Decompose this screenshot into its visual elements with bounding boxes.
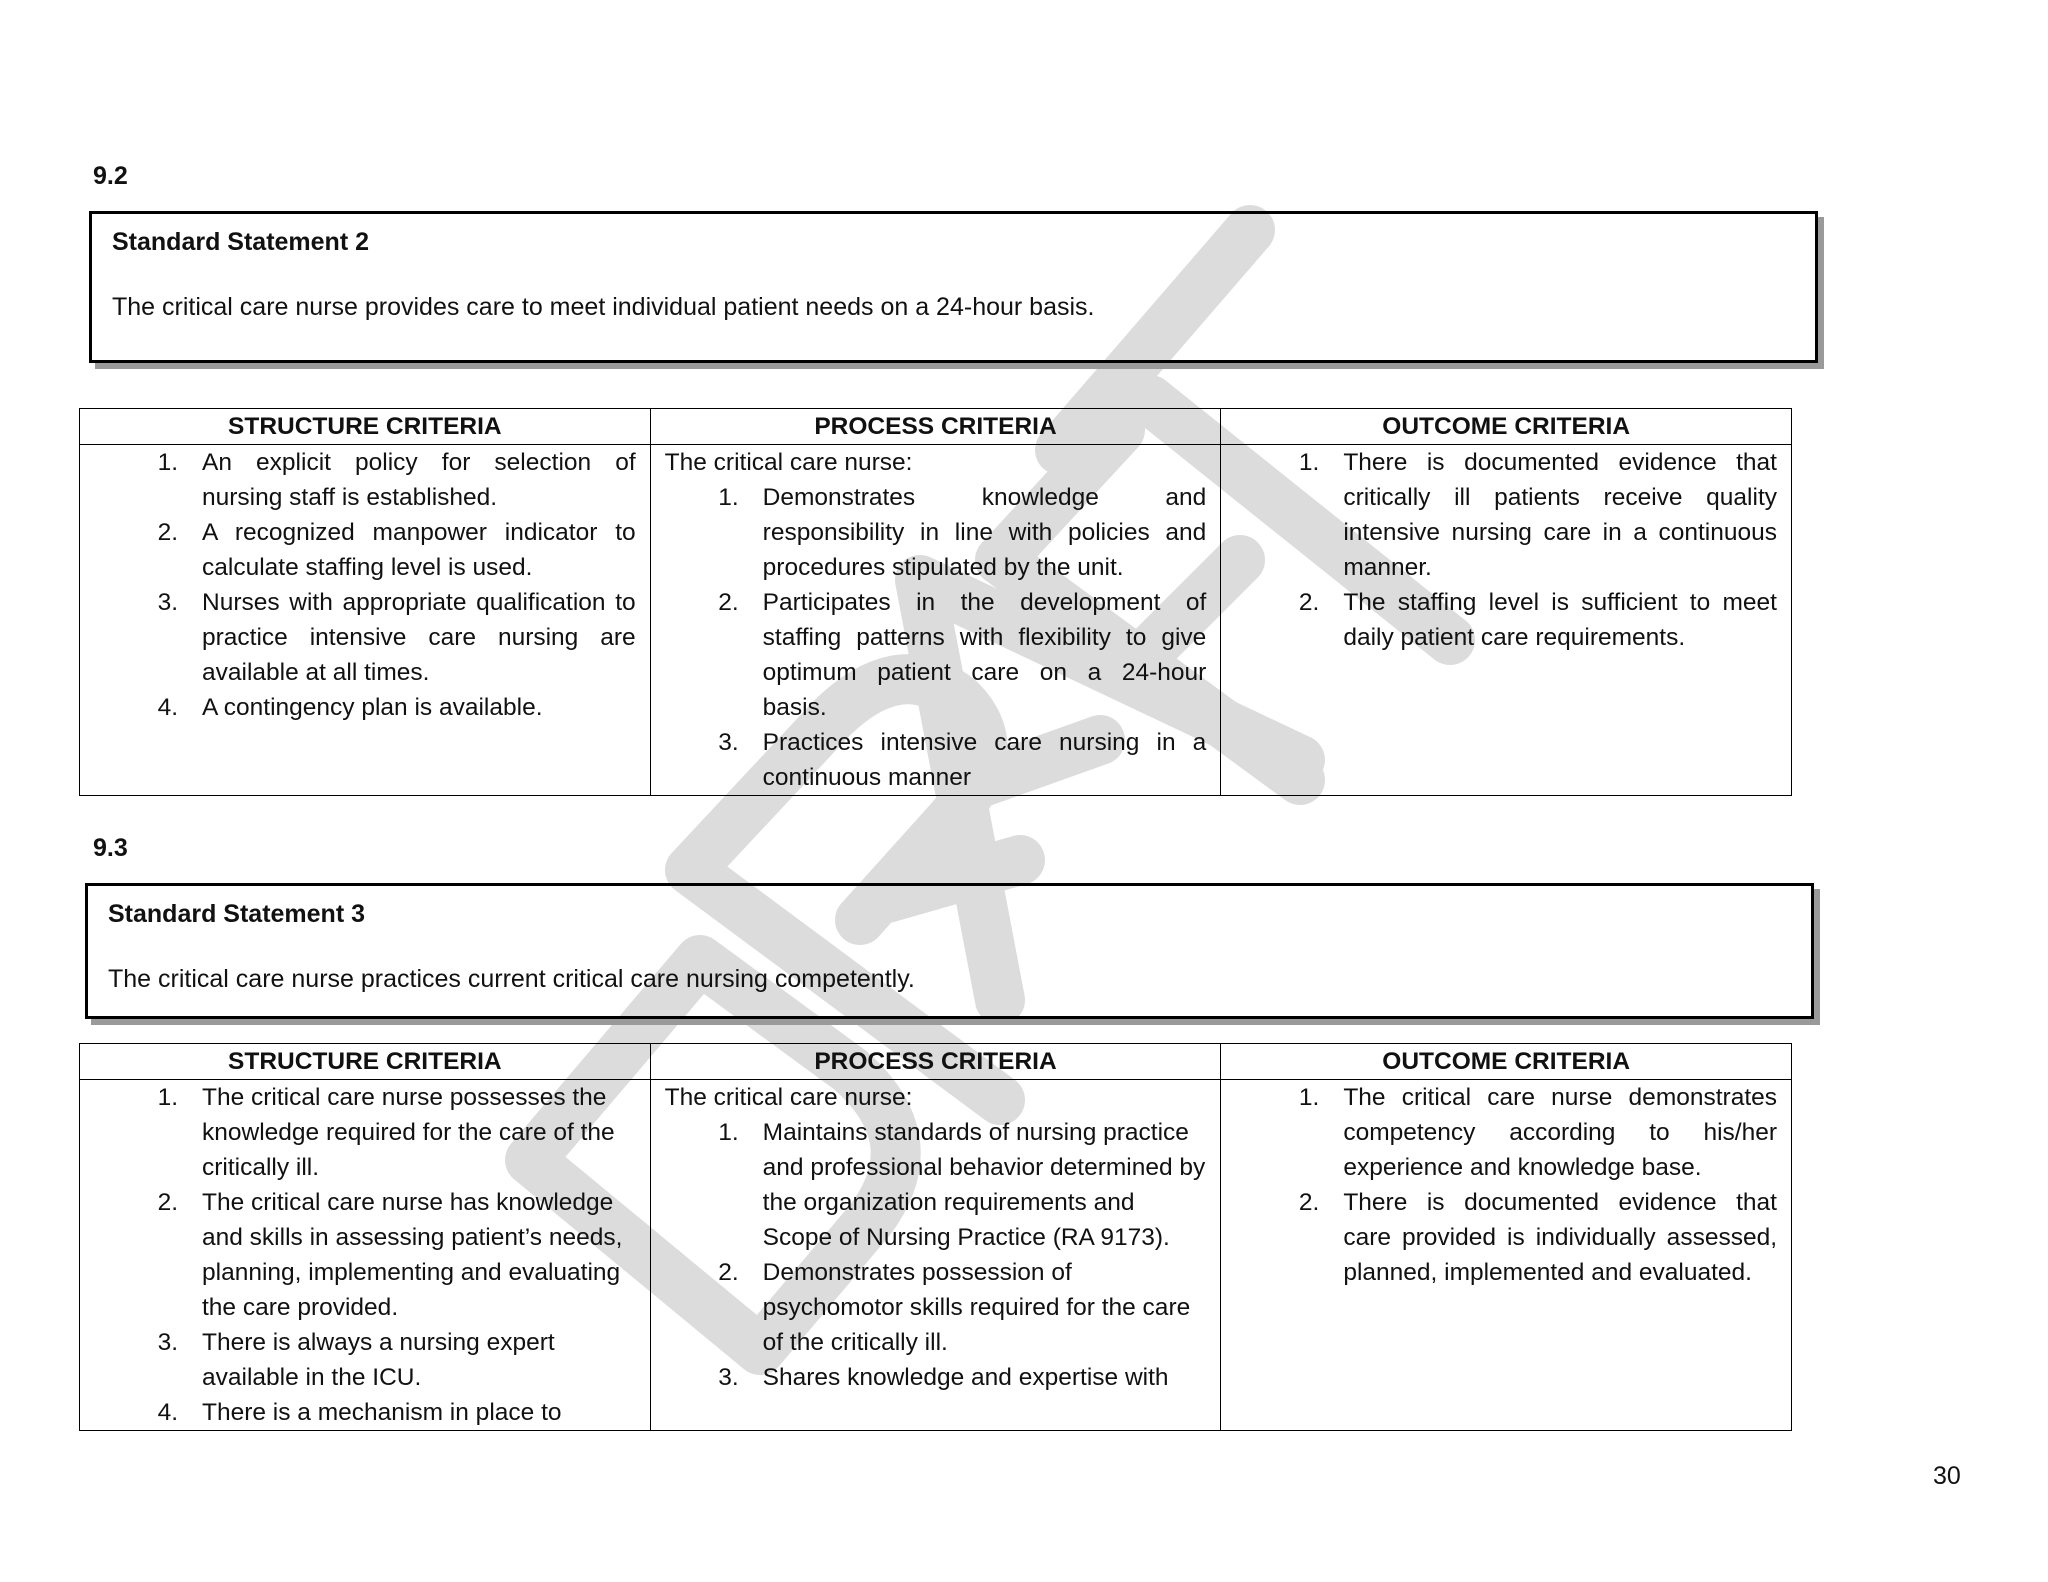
list-item: 3. Shares knowledge and expertise with: [718, 1364, 1169, 1391]
statement-title: Standard Statement 2: [112, 228, 370, 256]
statement-text: The critical care nurse practices current critical care nursing competently.: [108, 965, 915, 993]
list-item: 2. Participates in the development of staffing patterns with flexibility to give optimum patient care on a 24-hour basis.: [718, 589, 1207, 721]
list-item: 1. An explicit policy for selection of nursing staff is established.: [157, 449, 636, 511]
outcome-header: OUTCOME CRITERIA: [1221, 409, 1792, 445]
list-item: 1. The critical care nurse demonstrates competency according to his/her experience and knowledge base.: [1298, 1084, 1777, 1181]
criteria-table: [79, 1043, 1792, 1431]
statement-title: Standard Statement 3: [108, 900, 366, 928]
list-item: 3. Practices intensive care nursing in a continuous manner: [718, 729, 1207, 791]
process-header: PROCESS CRITERIA: [650, 1044, 1221, 1080]
list-item: 1. Maintains standards of nursing practice and professional behavior determined by the organization requirements and Scope of Nursing Practice (RA 9173).: [718, 1119, 1206, 1251]
outcome-header: OUTCOME CRITERIA: [1221, 1044, 1792, 1080]
list-item: 1. The critical care nurse possesses the knowledge required for the care of the critically ill.: [157, 1084, 615, 1181]
list-item: 3. There is always a nursing expert available in the ICU.: [157, 1329, 555, 1391]
list-item: 2. There is documented evidence that care provided is individually assessed, planned, implemented and evaluated.: [1298, 1189, 1777, 1286]
section-number: 9.2: [93, 162, 128, 190]
list-item: 4. A contingency plan is available.: [157, 694, 543, 721]
process-criteria-cell: [650, 1080, 1221, 1431]
process-header: PROCESS CRITERIA: [650, 409, 1221, 445]
structure-header: STRUCTURE CRITERIA: [80, 1044, 651, 1080]
list-item: 1. There is documented evidence that critically ill patients receive quality intensive nursing care in a continuous manner.: [1298, 449, 1777, 581]
structure-criteria-cell: [80, 445, 651, 796]
process-criteria-cell: [650, 445, 1221, 796]
list-item: 2. The critical care nurse has knowledge and skills in assessing patient’s needs, planning, implementing and evaluating the care provided.: [157, 1189, 623, 1321]
statement-text: The critical care nurse provides care to meet individual patient needs on a 24-hour basis.: [112, 293, 1095, 321]
list-item: 2. A recognized manpower indicator to calculate staffing level is used.: [157, 519, 636, 581]
standard-statement-box: [89, 211, 1818, 363]
list-item: 2. The staffing level is sufficient to meet daily patient care requirements.: [1298, 589, 1777, 651]
page-number: 30: [1933, 1462, 1961, 1490]
standard-statement-box: [85, 883, 1814, 1019]
list-item: 4. There is a mechanism in place to: [157, 1399, 562, 1426]
section-number: 9.3: [93, 834, 128, 862]
structure-header: STRUCTURE CRITERIA: [80, 409, 651, 445]
list-item: 1. Demonstrates knowledge and responsibility in line with policies and procedures stipulated by the unit.: [718, 484, 1207, 581]
process-intro: The critical care nurse:: [664, 449, 913, 476]
list-item: 2. Demonstrates possession of psychomotor skills required for the care of the critically ill.: [718, 1259, 1191, 1356]
outcome-criteria-cell: [1221, 445, 1792, 796]
criteria-table: [79, 408, 1792, 796]
process-intro: The critical care nurse:: [664, 1084, 913, 1111]
outcome-criteria-cell: [1221, 1080, 1792, 1431]
list-item: 3. Nurses with appropriate qualification to practice intensive care nursing are available at all times.: [157, 589, 636, 686]
structure-criteria-cell: [80, 1080, 651, 1431]
